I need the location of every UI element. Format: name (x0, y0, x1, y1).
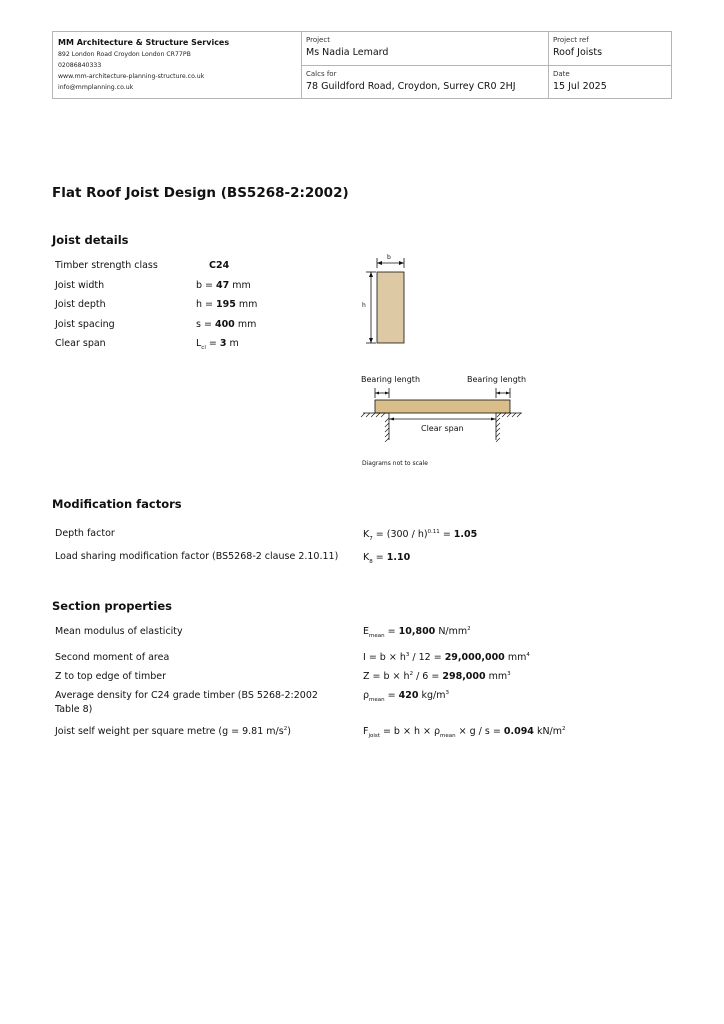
company-email: info@mmplanning.co.uk (58, 84, 134, 91)
timber-section-rect (377, 272, 404, 343)
density-label-line1: Average density for C24 grade timber (BS 5268-2:2002 (55, 690, 318, 701)
b-dimension-label: b (387, 254, 391, 261)
density-value: $\rho_{mean} = 420$ $kg/m^3$ (363, 690, 449, 704)
joist-section-diagram (355, 252, 425, 348)
date-value: 15 Jul 2025 (553, 81, 607, 92)
strength-class-value: C24 (209, 260, 230, 271)
self-weight-label: Joist self weight per square metre (g = 9.81 $m/s^2$) (55, 726, 291, 738)
project-ref-label: Project ref (553, 36, 589, 44)
joist-width-label: Joist width (55, 280, 105, 291)
second-moment-value: $I = b \times h^3 / 12 = 29,000,000$ $mm^4$ (363, 652, 530, 664)
depth-factor-value: $K_7 = (300 / h)^{0.11} = 1.05$ (363, 529, 478, 543)
joist-depth-label: Joist depth (55, 299, 106, 310)
depth-factor-label: Depth factor (55, 528, 115, 539)
company-website: www.mm-architecture-planning-structure.co.uk (58, 73, 205, 80)
self-weight-value: $F_{joist} = b \times h \times \rho_{mean} \times g / s = 0.094$ $kN/m^2$ (363, 726, 566, 740)
load-sharing-label: Load sharing modification factor (BS5268-2 clause 2.10.11) (55, 551, 339, 562)
h-dimension-label: h (362, 302, 366, 309)
company-phone: 02086840333 (58, 62, 102, 69)
joist-spacing-value: s = 400 mm (196, 319, 257, 330)
clear-span-value: $L_{cl} = 3$ m (196, 338, 239, 351)
second-moment-label: Second moment of area (55, 652, 170, 663)
diagram-note: Diagrams not to scale (362, 460, 428, 467)
bearing-length-right-label: Bearing length (467, 375, 527, 384)
clear-span-label: Clear span (55, 338, 106, 349)
density-label-line2: Table 8) (55, 704, 93, 715)
project-value: Ms Nadia Lemard (306, 47, 389, 58)
company-address: 892 London Road Croydon London CR77PB (58, 51, 191, 58)
beam-elevation-diagram (360, 386, 530, 442)
modulus-elasticity-value: $E_{mean} = 10,800$ $N/mm^2$ (363, 626, 471, 640)
joist-beam-rect (375, 400, 510, 413)
z-top-edge-value: $Z = b \times h^2 / 6 = 298,000$ $mm^3$ (363, 671, 511, 683)
load-sharing-value: $K_8 = 1.10$ (363, 552, 411, 565)
joist-details-heading: Joist details (52, 233, 129, 247)
joist-spacing-label: Joist spacing (55, 319, 115, 330)
joist-depth-value: h = 195 mm (196, 299, 258, 310)
clear-span-diagram-label: Clear span (421, 424, 464, 433)
page-title: Flat Roof Joist Design (BS5268-2:2002) (52, 185, 349, 201)
calcs-for-value: 78 Guildford Road, Croydon, Surrey CR0 2HJ (306, 81, 516, 92)
company-name: MM Architecture & Structure Services (58, 38, 230, 47)
z-top-edge-label: Z to top edge of timber (55, 671, 167, 682)
header-box (52, 31, 672, 99)
bearing-length-left-label: Bearing length (361, 375, 421, 384)
calcs-for-label: Calcs for (306, 70, 337, 78)
joist-width-value: b = 47 mm (196, 280, 251, 291)
project-label: Project (306, 36, 330, 44)
modification-factors-heading: Modification factors (52, 497, 182, 511)
section-properties-heading: Section properties (52, 599, 173, 613)
project-ref-value: Roof Joists (553, 47, 603, 58)
modulus-elasticity-label: Mean modulus of elasticity (55, 626, 183, 637)
date-label: Date (553, 70, 570, 78)
strength-class-label: Timber strength class (55, 260, 158, 271)
